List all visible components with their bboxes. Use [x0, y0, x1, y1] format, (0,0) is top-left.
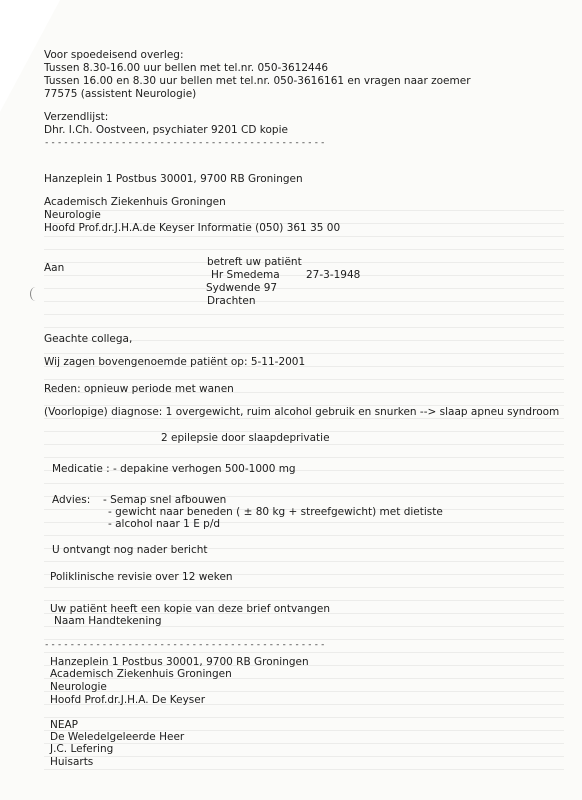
diagnosis-line-2: 2 epilepsie door slaapdeprivatie — [161, 432, 330, 444]
recipient-label: Aan — [44, 262, 65, 274]
footer-gp-name: J.C. Lefering — [50, 743, 114, 755]
patient-birth-date: 27-3-1948 — [306, 269, 361, 281]
patient-name: Hr Smedema — [211, 269, 280, 281]
advice-item-3: - alcohol naar 1 E p/d — [108, 518, 221, 530]
reason-line: Reden: opnieuw periode met wanen — [44, 383, 234, 395]
patient-city: Drachten — [207, 295, 256, 307]
diagnosis-line: (Voorlopige) diagnose: 1 overgewicht, ruim alcohol gebruik en snurken --> slaap apneu syndroom — [44, 406, 560, 418]
sender-head: Hoofd Prof.dr.J.H.A.de Keyser Informatie (050) 361 35 00 — [44, 222, 341, 234]
contact-line-3: Tussen 16.00 en 8.30 uur bellen met tel.nr. 050-3616161 en vragen naar zoemer — [44, 75, 471, 87]
regarding-label: betreft uw patiënt — [207, 256, 302, 268]
footer-hospital: Academisch Ziekenhuis Groningen — [50, 668, 232, 680]
footer-addressee: De Weledelgeleerde Heer — [50, 731, 185, 743]
advice-item-1: - Semap snel afbouwen — [103, 494, 227, 506]
advice-item-2: - gewicht naar beneden ( ± 80 kg + streefgewicht) met dietiste — [108, 506, 443, 518]
footer-address: Hanzeplein 1 Postbus 30001, 9700 RB Groningen — [50, 656, 309, 668]
sender-department: Neurologie — [44, 209, 101, 221]
bleed-through-texture — [44, 210, 564, 770]
footer-department: Neurologie — [50, 681, 107, 693]
report-note: U ontvangt nog nader bericht — [52, 544, 208, 556]
patient-street: Sydwende 97 — [206, 282, 278, 294]
footer-neap: NEAP — [50, 719, 79, 731]
visit-date-line: Wij zagen bovengenoemde patiënt op: 5-11-2001 — [44, 356, 306, 368]
contact-line-2: Tussen 8.30-16.00 uur bellen met tel.nr. 050-3612446 — [44, 62, 329, 74]
sender-address: Hanzeplein 1 Postbus 30001, 9700 RB Groningen — [44, 173, 303, 185]
footer-head: Hoofd Prof.dr.J.H.A. De Keyser — [50, 694, 206, 706]
sender-hospital: Academisch Ziekenhuis Groningen — [44, 196, 226, 208]
punch-hole-mark — [30, 287, 41, 301]
distribution-label: Verzendlijst: — [44, 111, 109, 123]
revision-note: Poliklinische revisie over 12 weken — [50, 571, 233, 583]
separator-bottom: -------------------------------------------- — [44, 640, 327, 650]
advice-label: Advies: — [52, 494, 91, 506]
contact-line-4: 77575 (assistent Neurologie) — [44, 88, 197, 100]
distribution-entry: Dhr. I.Ch. Oostveen, psychiater 9201 CD kopie — [44, 124, 288, 136]
contact-line-1: Voor spoedeisend overleg: — [44, 49, 184, 61]
footer-gp-role: Huisarts — [50, 756, 94, 768]
greeting: Geachte collega, — [44, 333, 133, 345]
separator-top: -------------------------------------------- — [44, 138, 327, 148]
medication-line: Medicatie : - depakine verhogen 500-1000 mg — [52, 463, 296, 475]
copy-note: Uw patiënt heeft een kopie van deze brief ontvangen — [50, 603, 331, 615]
signature-label: Naam Handtekening — [54, 615, 162, 627]
